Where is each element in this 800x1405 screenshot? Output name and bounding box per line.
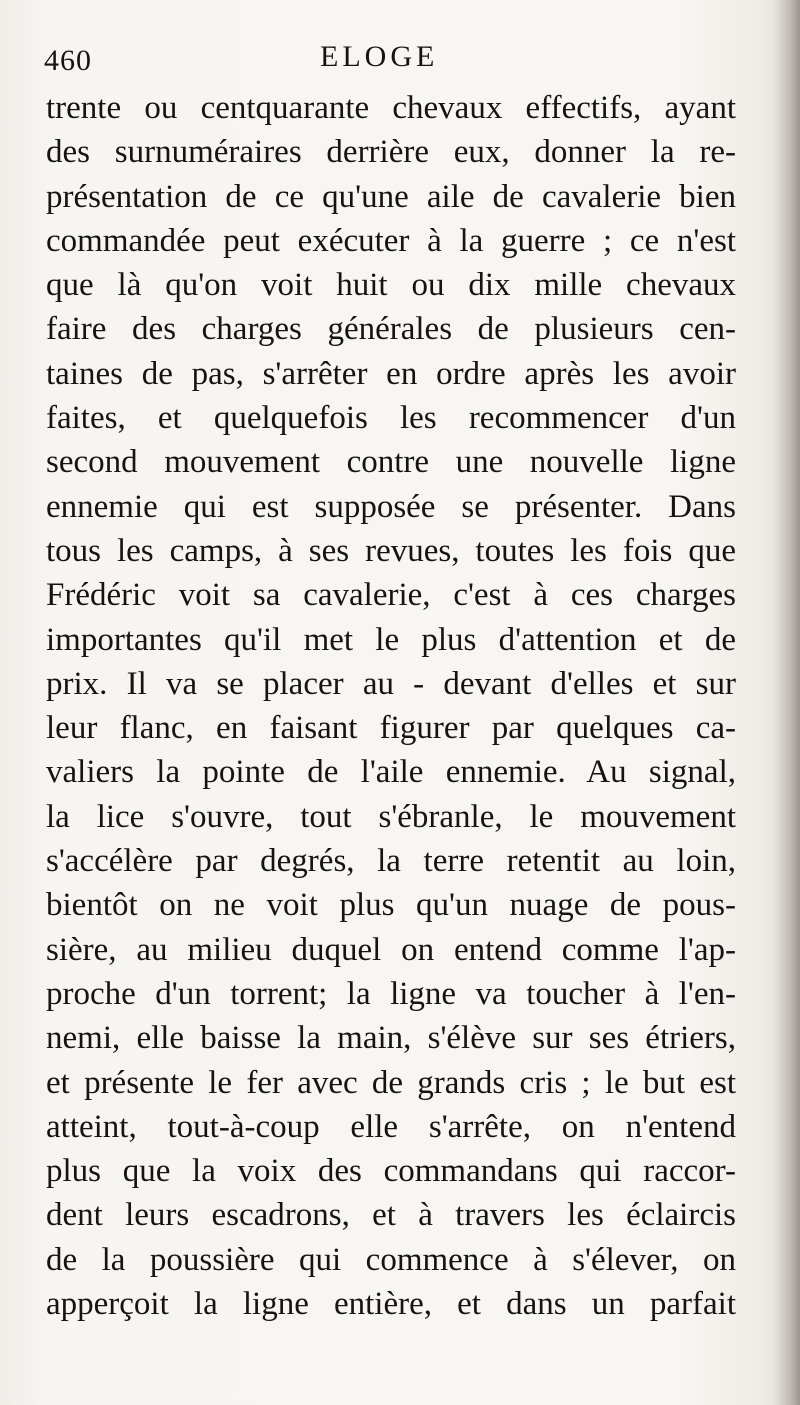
text-line: sière, au milieu duquel on entend comme l'ap- [46,931,736,968]
text-line: présentation de ce qu'une aile de cavalerie bien [46,178,736,215]
text-line: la lice s'ouvre, tout s'ébranle, le mouvement [46,798,736,835]
text-line: importantes qu'il met le plus d'attention et de [46,621,736,658]
text-line: faire des charges générales de plusieurs cen- [46,311,736,348]
text-line: atteint, tout-à-coup elle s'arrête, on n'entend [46,1108,736,1145]
running-head: ELOGE [320,40,439,73]
page-number: 460 [44,44,92,77]
text-line: taines de pas, s'arrêter en ordre après les avoir [46,355,736,392]
text-line: faites, et quelquefois les recommencer d'un [46,400,736,437]
text-line: trente ou centquarante chevaux effectifs, ayant [46,90,736,126]
text-line: et présente le fer avec de grands cris ; le but est [46,1064,736,1101]
text-line: bientôt on ne voit plus qu'un nuage de pous- [46,887,736,924]
text-line: dent leurs escadrons, et à travers les éclaircis [46,1197,736,1234]
body-text [46,86,736,1326]
text-line: plus que la voix des commandans qui raccor- [46,1153,736,1190]
text-line: ennemie qui est supposée se présenter. Dans [46,488,736,525]
text-line: que là qu'on voit huit ou dix mille chevaux [46,267,736,304]
text-line: prix. Il va se placer au - devant d'elles et sur [46,665,736,702]
text-line: valiers la pointe de l'aile ennemie. Au signal, [46,754,736,791]
text-line: commandée peut exécuter à la guerre ; ce n'est [46,222,736,259]
text-line: leur flanc, en faisant figurer par quelques ca- [46,710,736,747]
text-line: de la poussière qui commence à s'élever, on [46,1241,736,1278]
text-line: tous les camps, à ses revues, toutes les fois que [46,532,736,569]
text-line: second mouvement contre une nouvelle ligne [46,444,736,481]
text-line: apperçoit la ligne entière, et dans un parfait [46,1286,736,1323]
text-line: proche d'un torrent; la ligne va toucher à l'en- [46,975,736,1012]
text-line: Frédéric voit sa cavalerie, c'est à ces charges [46,577,736,614]
text-line: s'accélère par degrés, la terre retentit au loin, [46,843,736,880]
text-line: nemi, elle baisse la main, s'élève sur ses étriers, [46,1020,736,1057]
page-gutter-shadow [774,0,800,1405]
page-header [40,34,740,84]
text-line: des surnuméraires derrière eux, donner la re- [46,134,736,171]
